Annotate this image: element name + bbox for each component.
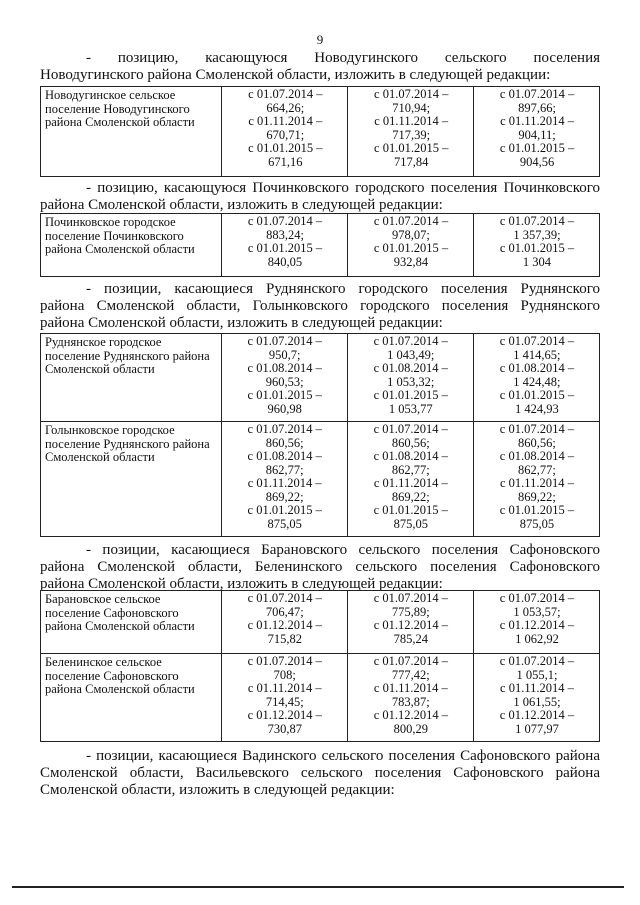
intro-line: - позицию, касающуюся Починковского городского поселения Починковского	[86, 180, 600, 196]
rate-line: 717,84	[393, 154, 429, 169]
rate-line: 862,77;	[391, 462, 430, 477]
page-number: 9	[316, 32, 324, 47]
rate-line: 1 053,32;	[387, 374, 435, 389]
rate-line: 710,94;	[392, 100, 431, 115]
rate-line: с 01.01.2015 –	[373, 388, 448, 402]
rate-cell	[473, 214, 599, 277]
rate-line: 869,22;	[265, 489, 304, 504]
rate-line: 1 043,49;	[387, 347, 435, 362]
rate-line: с 01.12.2014 –	[373, 618, 448, 632]
settlement-name: Починковское городское поселение Починковского района Смоленской области	[41, 214, 222, 277]
rate-line: 730,87	[267, 721, 302, 736]
rate-line: с 01.07.2014 –	[247, 334, 322, 348]
rate-line: с 01.12.2014 –	[373, 708, 448, 722]
rate-line: 1 077,97	[515, 721, 559, 736]
rate-line: 869,22;	[517, 489, 556, 504]
rate-line: с 01.07.2014 –	[247, 422, 322, 436]
rate-line: 664,26;	[266, 100, 305, 115]
rate-line: с 01.08.2014 –	[247, 361, 322, 375]
rate-line: 1 061,55;	[513, 694, 561, 709]
rate-line: с 01.07.2014 –	[499, 214, 575, 228]
rate-line: 1 053,57;	[513, 604, 561, 619]
rate-line: с 01.08.2014 –	[247, 449, 322, 463]
rate-line: с 01.01.2015 –	[374, 141, 449, 155]
rate-line: 714,45;	[265, 694, 304, 709]
rate-line: с 01.07.2014 –	[499, 87, 575, 101]
intro-line: района Смоленской области, изложить в следующей редакции:	[40, 197, 443, 213]
settlement-name: Барановское сельское поселение Сафоновского района Смоленской области	[41, 591, 222, 654]
rate-line: с 01.08.2014 –	[499, 361, 575, 375]
rate-line: с 01.01.2015 –	[248, 141, 323, 155]
table-row	[41, 591, 600, 654]
intro-line: района Смоленской области, изложить в следующей редакции:	[40, 576, 443, 592]
section-intro	[40, 542, 600, 593]
rate-line: с 01.07.2014 –	[499, 422, 575, 436]
rate-line: с 01.07.2014 –	[247, 214, 323, 228]
rate-line: 1 414,65;	[513, 347, 561, 362]
rates-table	[40, 213, 600, 277]
rate-line: 904,11;	[518, 127, 556, 142]
rate-line: с 01.08.2014 –	[373, 361, 448, 375]
rate-line: 1 304	[522, 254, 552, 269]
rate-line: с 01.01.2015 –	[247, 241, 323, 255]
rate-line: с 01.08.2014 –	[499, 449, 575, 463]
section-intro	[40, 748, 600, 799]
rate-line: с 01.07.2014 –	[373, 591, 448, 605]
settlement-name: Новодугинское сельское поселение Новодугинского района Смоленской области	[41, 87, 222, 177]
table-row	[41, 87, 600, 177]
intro-line: - позиции, касающиеся Барановского сельского поселения Сафоновского	[86, 542, 600, 558]
rate-cell	[474, 87, 600, 177]
settlement-name: Голынковское городское поселение Руднянского района Смоленской области	[41, 422, 222, 537]
rate-line: 1 424,48;	[513, 374, 561, 389]
rate-cell	[222, 87, 348, 177]
page-bottom-rule	[12, 886, 624, 888]
rate-line: 875,05	[267, 516, 302, 531]
rate-cell	[473, 654, 599, 742]
rate-cell	[473, 334, 599, 422]
rate-cell	[221, 654, 347, 742]
rate-line: с 01.12.2014 –	[499, 618, 575, 632]
intro-line: Смоленской области, изложить в следующей редакции:	[40, 782, 395, 798]
intro-line: Смоленской области, Васильевского сельского поселения Сафоновского района	[40, 765, 600, 781]
rate-cell	[348, 87, 474, 177]
settlement-name: Руднянское городское поселение Руднянского района Смоленской области	[41, 334, 222, 422]
rate-line: с 01.01.2015 –	[499, 503, 575, 517]
rate-line: 862,77;	[517, 462, 556, 477]
rate-line: с 01.07.2014 –	[247, 654, 322, 668]
rate-cell	[221, 422, 347, 537]
table-row	[41, 654, 600, 742]
rate-line: 883,24;	[266, 227, 304, 242]
rate-line: 785,24	[393, 631, 429, 646]
rate-line: с 01.07.2014 –	[248, 87, 323, 101]
rate-line: 708;	[273, 667, 296, 682]
rate-line: с 01.07.2014 –	[373, 334, 448, 348]
rate-line: 783,87;	[391, 694, 430, 709]
rate-line: с 01.01.2015 –	[247, 388, 322, 402]
intro-line: - позицию, касающуюся Новодугинского сельского поселения	[86, 50, 600, 66]
section-intro	[40, 50, 600, 84]
rate-line: 860,56;	[391, 435, 430, 450]
rate-line: с 01.01.2015 –	[499, 241, 575, 255]
rate-cell	[473, 591, 599, 654]
rate-line: 800,29	[393, 721, 429, 736]
rate-line: с 01.11.2014 –	[374, 114, 449, 128]
rate-line: с 01.01.2015 –	[373, 503, 448, 517]
rate-line: 1 424,93	[515, 401, 559, 416]
rate-line: 670,71;	[266, 127, 305, 142]
section-intro	[40, 180, 600, 214]
rate-line: с 01.08.2014 –	[373, 449, 448, 463]
rate-line: с 01.07.2014 –	[499, 334, 575, 348]
rate-line: с 01.07.2014 –	[499, 591, 575, 605]
rate-line: с 01.11.2014 –	[500, 114, 574, 128]
rate-line: с 01.11.2014 –	[500, 476, 574, 490]
rate-cell	[347, 654, 473, 742]
rate-line: с 01.01.2015 –	[499, 388, 575, 402]
rate-cell	[347, 422, 473, 537]
intro-line: района Смоленской области, изложить в следующей редакции:	[40, 315, 443, 331]
rate-line: 860,56;	[265, 435, 304, 450]
rate-line: с 01.01.2015 –	[499, 141, 575, 155]
rate-line: с 01.07.2014 –	[247, 591, 322, 605]
rate-line: с 01.11.2014 –	[247, 681, 322, 695]
rates-table	[40, 590, 600, 742]
rate-line: с 01.12.2014 –	[247, 618, 322, 632]
rate-line: 897,66;	[518, 100, 556, 115]
rates-table	[40, 333, 600, 537]
rate-line: 932,84	[393, 254, 429, 269]
rate-cell	[347, 214, 473, 277]
rate-line: 862,77;	[265, 462, 304, 477]
rate-line: 671,16	[268, 154, 303, 169]
rate-cell	[347, 591, 473, 654]
rate-line: 904,56	[519, 154, 555, 169]
rate-line: 875,05	[393, 516, 428, 531]
rate-line: с 01.12.2014 –	[247, 708, 322, 722]
rate-line: 775,89;	[391, 604, 430, 619]
settlement-name: Беленинское сельское поселение Сафоновского района Смоленской области	[41, 654, 222, 742]
rate-line: с 01.07.2014 –	[373, 422, 448, 436]
table-row	[41, 214, 600, 277]
rate-line: 1 055,1;	[516, 667, 558, 682]
rate-line: с 01.11.2014 –	[373, 681, 448, 695]
rate-line: 960,53;	[265, 374, 304, 389]
rate-cell	[221, 591, 347, 654]
rate-line: с 01.11.2014 –	[500, 681, 574, 695]
rate-line: с 01.07.2014 –	[374, 87, 449, 101]
rate-line: с 01.07.2014 –	[499, 654, 575, 668]
intro-line: Новодугинского района Смоленской области, изложить в следующей редакции:	[40, 67, 551, 83]
rate-line: 1 062,92	[515, 631, 559, 646]
rate-line: 777,42;	[391, 667, 430, 682]
rate-line: с 01.12.2014 –	[499, 708, 575, 722]
rate-line: 706,47;	[265, 604, 304, 619]
rate-line: 1 053,77	[388, 401, 433, 416]
section-intro	[40, 281, 600, 332]
intro-line: района Смоленской области, Беленинского сельского поселения Сафоновского	[40, 559, 600, 575]
rate-line: 860,56;	[517, 435, 556, 450]
rate-line: 950,7;	[268, 347, 301, 362]
rate-cell	[473, 422, 599, 537]
rate-line: с 01.11.2014 –	[247, 476, 322, 490]
rate-line: с 01.07.2014 –	[373, 654, 448, 668]
table-row	[41, 422, 600, 537]
rate-cell	[221, 334, 347, 422]
intro-line: района Смоленской области, Голынковского городского поселения Руднянского	[40, 298, 600, 314]
rate-line: с 01.07.2014 –	[373, 214, 449, 228]
rates-table	[40, 86, 600, 177]
rate-line: 875,05	[519, 516, 555, 531]
rate-line: 717,39;	[392, 127, 431, 142]
rate-line: 978,07;	[392, 227, 430, 242]
rate-line: 960,98	[267, 401, 302, 416]
rate-line: 715,82	[267, 631, 302, 646]
rate-cell	[347, 334, 473, 422]
rate-line: с 01.11.2014 –	[248, 114, 323, 128]
table-row	[41, 334, 600, 422]
intro-line: - позиции, касающиеся Руднянского городского поселения Руднянского	[86, 281, 600, 297]
rate-cell	[222, 214, 348, 277]
rate-line: с 01.01.2015 –	[373, 241, 449, 255]
rate-line: с 01.11.2014 –	[373, 476, 448, 490]
rate-line: с 01.01.2015 –	[247, 503, 322, 517]
intro-line: - позиции, касающиеся Вадинского сельского поселения Сафоновского района	[86, 748, 600, 764]
rate-line: 840,05	[267, 254, 303, 269]
rate-line: 869,22;	[391, 489, 430, 504]
rate-line: 1 357,39;	[513, 227, 561, 242]
